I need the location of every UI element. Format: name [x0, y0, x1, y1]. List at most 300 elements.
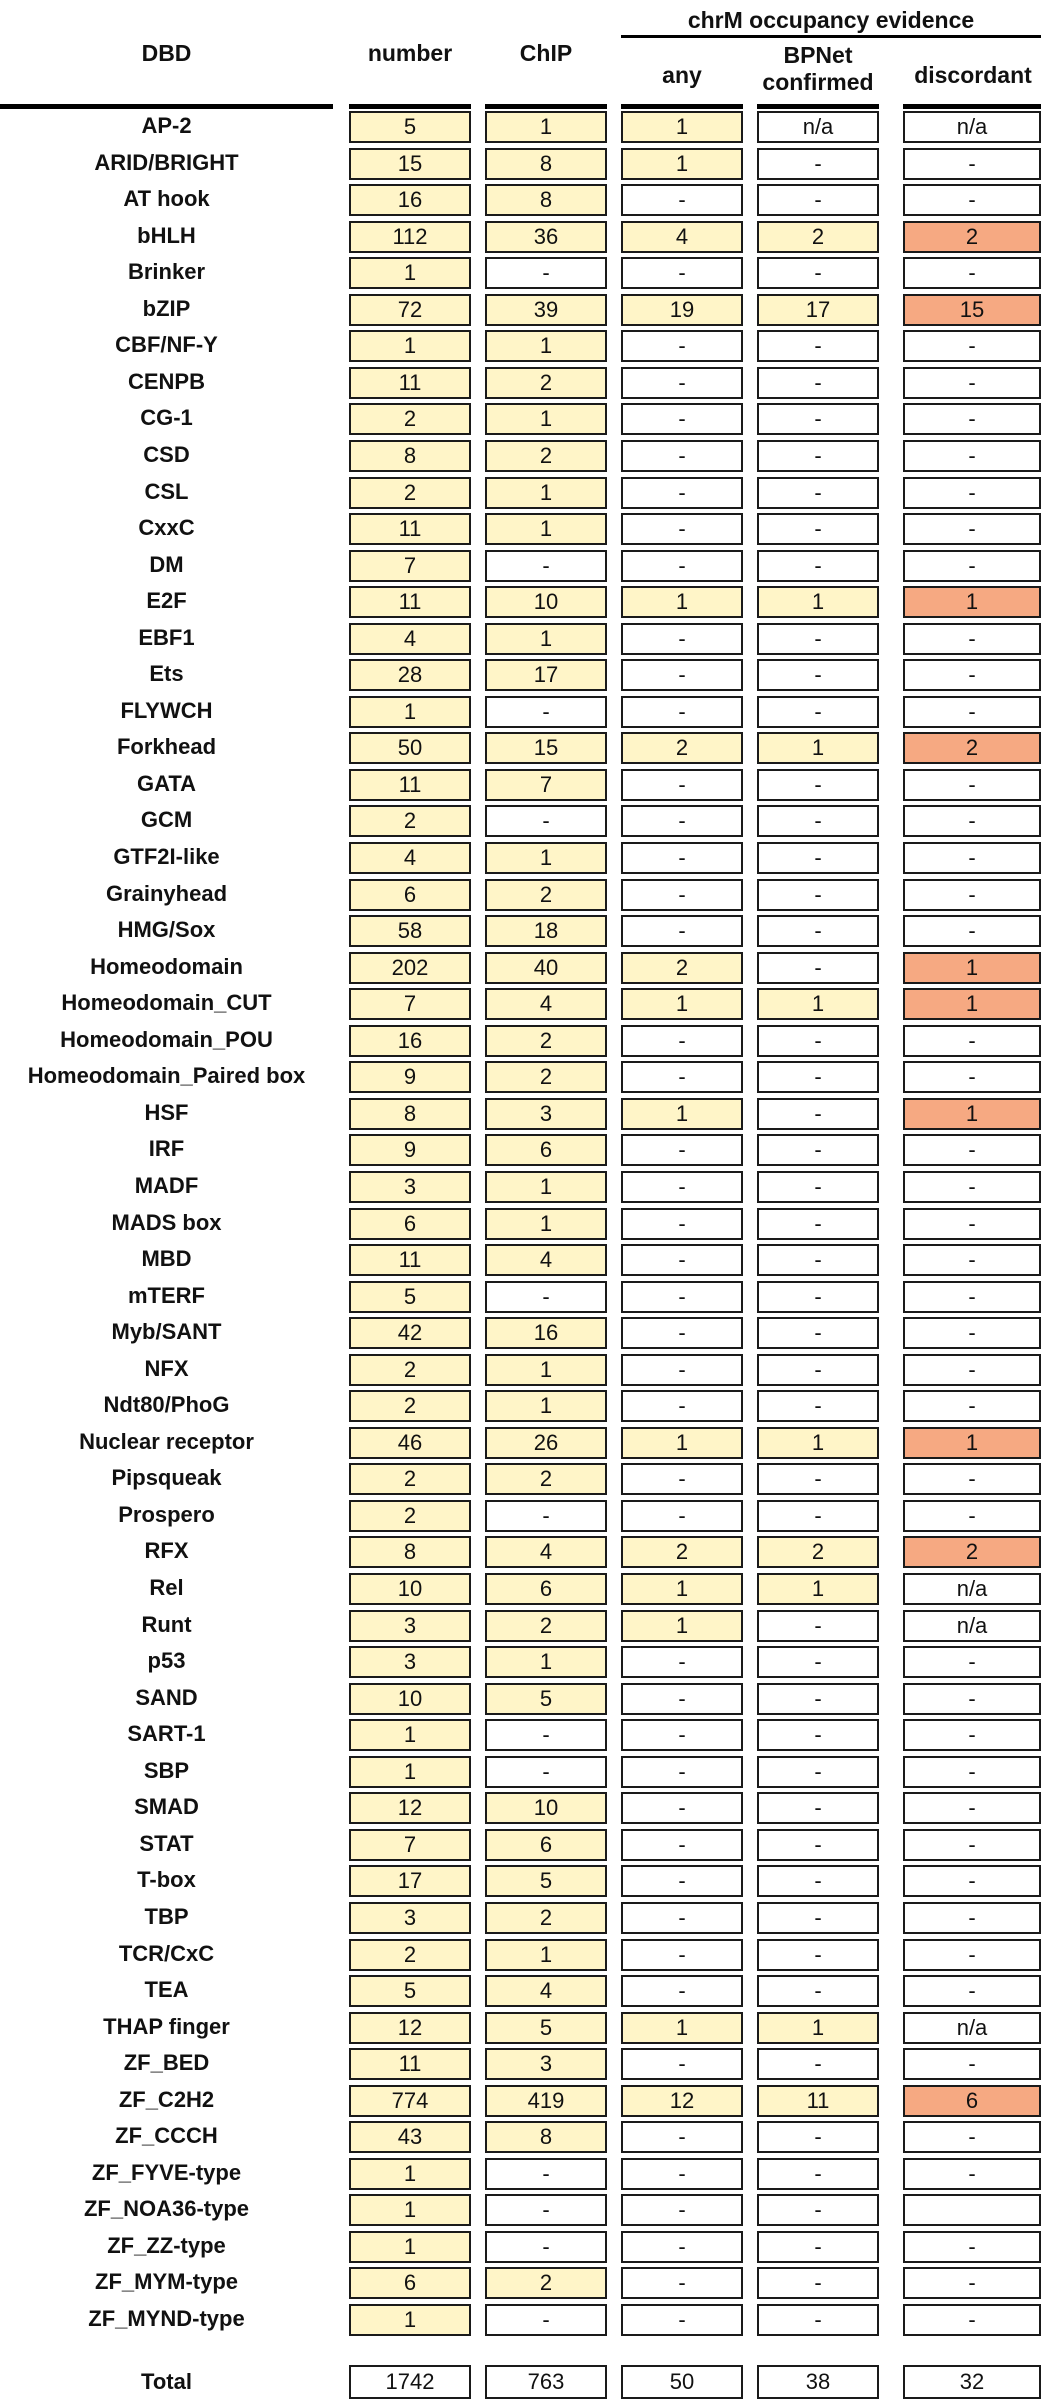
- dbd-label: SBP: [143, 1757, 190, 1783]
- any-cell: -: [621, 1829, 743, 1861]
- chip-cell: 2: [485, 2267, 607, 2299]
- bpnet-cell: -: [757, 2048, 879, 2080]
- any-cell: -: [621, 403, 743, 435]
- chip-cell: 4: [485, 1975, 607, 2007]
- number-cell: 1: [349, 2304, 471, 2336]
- dbd-label: Runt: [141, 1611, 192, 1637]
- chip-cell: 2: [485, 367, 607, 399]
- discordant-cell: -: [903, 1939, 1041, 1971]
- dbd-label: Grainyhead: [105, 880, 228, 906]
- bpnet-cell: -: [757, 184, 879, 216]
- any-cell: 1: [621, 1610, 743, 1642]
- bpnet-cell: -: [757, 1500, 879, 1532]
- number-cell: 8: [349, 440, 471, 472]
- discordant-cell: -: [903, 257, 1041, 289]
- chip-cell: 17: [485, 659, 607, 691]
- chip-cell: 8: [485, 184, 607, 216]
- bpnet-cell: -: [757, 367, 879, 399]
- dbd-label: Forkhead: [116, 734, 217, 760]
- dbd-label: Myb/SANT: [111, 1319, 222, 1345]
- number-cell: 15: [349, 148, 471, 180]
- dbd-label: mTERF: [128, 1282, 205, 1308]
- total-number-cell: 1742: [349, 2365, 471, 2399]
- chip-cell: 6: [485, 1829, 607, 1861]
- chip-cell: -: [485, 1281, 607, 1313]
- discordant-cell: -: [903, 769, 1041, 801]
- number-cell: 50: [349, 732, 471, 764]
- dbd-label: AP-2: [141, 113, 192, 138]
- number-cell: 16: [349, 1025, 471, 1057]
- dbd-label: TEA: [144, 1977, 189, 2003]
- header-rule-discordant: [903, 104, 1041, 109]
- bpnet-cell: -: [757, 1646, 879, 1678]
- dbd-label: GATA: [136, 770, 197, 796]
- dbd-label: DM: [149, 551, 184, 577]
- dbd-label: T-box: [137, 1867, 196, 1893]
- discordant-cell: -: [903, 2231, 1041, 2263]
- number-cell: 4: [349, 623, 471, 655]
- any-cell: 1: [621, 988, 743, 1020]
- number-cell: 58: [349, 915, 471, 947]
- chip-cell: 2: [485, 1610, 607, 1642]
- dbd-label: GTF2I-like: [113, 844, 220, 869]
- any-cell: -: [621, 1354, 743, 1386]
- dbd-label: Prospero: [118, 1501, 215, 1527]
- number-cell: 1: [349, 330, 471, 362]
- bpnet-cell: 11: [757, 2085, 879, 2117]
- bpnet-cell: -: [757, 477, 879, 509]
- any-cell: -: [621, 769, 743, 801]
- discordant-cell: -: [903, 842, 1041, 874]
- number-cell: 9: [349, 1061, 471, 1093]
- dbd-label: MBD: [141, 1246, 192, 1272]
- discordant-cell: -: [903, 1061, 1041, 1093]
- discordant-cell: [903, 2194, 1041, 2226]
- header-rule-group: [621, 35, 1041, 38]
- number-cell: 3: [349, 1171, 471, 1203]
- discordant-cell: 2: [903, 221, 1041, 253]
- chip-cell: 1: [485, 1939, 607, 1971]
- bpnet-cell: 1: [757, 586, 879, 618]
- bpnet-cell: -: [757, 1025, 879, 1057]
- dbd-label: CG-1: [140, 405, 193, 431]
- header-group-chrm-occupancy: chrM occupancy evidence: [687, 7, 975, 33]
- dbd-label: NFX: [144, 1355, 189, 1381]
- any-cell: -: [621, 1939, 743, 1971]
- dbd-label: ZF_ZZ-type: [107, 2232, 226, 2258]
- number-cell: 11: [349, 769, 471, 801]
- chip-cell: 1: [485, 513, 607, 545]
- discordant-cell: -: [903, 550, 1041, 582]
- bpnet-cell: -: [757, 257, 879, 289]
- bpnet-cell: -: [757, 1683, 879, 1715]
- discordant-cell: n/a: [903, 111, 1041, 143]
- chip-cell: 5: [485, 1865, 607, 1897]
- chip-cell: -: [485, 2231, 607, 2263]
- discordant-cell: n/a: [903, 1573, 1041, 1605]
- any-cell: -: [621, 1902, 743, 1934]
- bpnet-cell: -: [757, 805, 879, 837]
- number-cell: 28: [349, 659, 471, 691]
- bpnet-cell: n/a: [757, 111, 879, 143]
- number-cell: 1: [349, 2158, 471, 2190]
- any-cell: 1: [621, 586, 743, 618]
- discordant-cell: -: [903, 2048, 1041, 2080]
- any-cell: -: [621, 2194, 743, 2226]
- dbd-label: Homeodomain_CUT: [61, 990, 272, 1016]
- number-cell: 2: [349, 1354, 471, 1386]
- chip-cell: 16: [485, 1317, 607, 1349]
- chip-cell: 8: [485, 2121, 607, 2153]
- dbd-label: STAT: [139, 1830, 194, 1856]
- number-cell: 42: [349, 1317, 471, 1349]
- header-rule-dbd: [0, 104, 333, 109]
- header-discordant: discordant: [914, 62, 1032, 88]
- discordant-cell: -: [903, 148, 1041, 180]
- any-cell: 19: [621, 294, 743, 326]
- chip-cell: 2: [485, 1061, 607, 1093]
- number-cell: 2: [349, 1939, 471, 1971]
- bpnet-cell: -: [757, 513, 879, 545]
- any-cell: -: [621, 1865, 743, 1897]
- bpnet-cell: -: [757, 1208, 879, 1240]
- bpnet-cell: -: [757, 330, 879, 362]
- discordant-cell: -: [903, 696, 1041, 728]
- chip-cell: 3: [485, 1098, 607, 1130]
- number-cell: 11: [349, 367, 471, 399]
- bpnet-cell: -: [757, 1792, 879, 1824]
- dbd-label: Ndt80/PhoG: [103, 1392, 230, 1418]
- any-cell: -: [621, 1281, 743, 1313]
- number-cell: 2: [349, 477, 471, 509]
- any-cell: -: [621, 879, 743, 911]
- dbd-label: ZF_C2H2: [118, 2086, 215, 2112]
- dbd-label: CENPB: [127, 368, 205, 394]
- bpnet-cell: -: [757, 2121, 879, 2153]
- chip-cell: -: [485, 257, 607, 289]
- dbd-label: Homeodomain_Paired box: [27, 1063, 306, 1089]
- header-bpnet-line1: BPNet: [783, 42, 853, 68]
- any-cell: -: [621, 696, 743, 728]
- total-bpnet-cell: 38: [757, 2365, 879, 2399]
- total-discordant-cell: 32: [903, 2365, 1041, 2399]
- bpnet-cell: -: [757, 1939, 879, 1971]
- number-cell: 12: [349, 1792, 471, 1824]
- bpnet-cell: 1: [757, 1427, 879, 1459]
- any-cell: -: [621, 440, 743, 472]
- discordant-cell: 15: [903, 294, 1041, 326]
- discordant-cell: -: [903, 330, 1041, 362]
- discordant-cell: -: [903, 184, 1041, 216]
- number-cell: 72: [349, 294, 471, 326]
- any-cell: -: [621, 1208, 743, 1240]
- chip-cell: -: [485, 550, 607, 582]
- bpnet-cell: -: [757, 1902, 879, 1934]
- any-cell: -: [621, 1390, 743, 1422]
- number-cell: 16: [349, 184, 471, 216]
- chip-cell: 4: [485, 1244, 607, 1276]
- header-bpnet: [757, 42, 879, 96]
- dbd-label: ZF_MYM-type: [95, 2269, 238, 2295]
- total-chip-cell: 763: [485, 2365, 607, 2399]
- chip-cell: -: [485, 2304, 607, 2336]
- discordant-cell: -: [903, 2158, 1041, 2190]
- dbd-label: TBP: [144, 1903, 189, 1929]
- header-rule-chip: [485, 104, 607, 109]
- discordant-cell: 6: [903, 2085, 1041, 2117]
- any-cell: -: [621, 2121, 743, 2153]
- number-cell: 1: [349, 2231, 471, 2263]
- chip-cell: 4: [485, 988, 607, 1020]
- any-cell: 1: [621, 148, 743, 180]
- discordant-cell: 2: [903, 732, 1041, 764]
- chip-cell: 2: [485, 879, 607, 911]
- dbd-label: ZF_FYVE-type: [91, 2159, 242, 2185]
- dbd-label: bZIP: [142, 295, 191, 321]
- any-cell: 1: [621, 2012, 743, 2044]
- number-cell: 3: [349, 1902, 471, 1934]
- number-cell: 1: [349, 1756, 471, 1788]
- header-number: number: [367, 40, 453, 66]
- discordant-cell: -: [903, 805, 1041, 837]
- chip-cell: 2: [485, 440, 607, 472]
- dbd-label: ZF_MYND-type: [88, 2306, 245, 2331]
- bpnet-cell: -: [757, 1171, 879, 1203]
- discordant-cell: -: [903, 1281, 1041, 1313]
- chip-cell: -: [485, 1756, 607, 1788]
- any-cell: -: [621, 2231, 743, 2263]
- chip-cell: 6: [485, 1134, 607, 1166]
- dbd-label: HMG/Sox: [117, 917, 216, 943]
- any-cell: -: [621, 330, 743, 362]
- bpnet-cell: -: [757, 623, 879, 655]
- chip-cell: 10: [485, 586, 607, 618]
- number-cell: 774: [349, 2085, 471, 2117]
- chip-cell: 1: [485, 477, 607, 509]
- dbd-label: HSF: [144, 1099, 189, 1125]
- discordant-cell: -: [903, 513, 1041, 545]
- bpnet-cell: -: [757, 1098, 879, 1130]
- number-cell: 5: [349, 1281, 471, 1313]
- any-cell: -: [621, 1025, 743, 1057]
- discordant-cell: -: [903, 1865, 1041, 1897]
- header-dbd: DBD: [141, 40, 192, 66]
- discordant-cell: -: [903, 623, 1041, 655]
- discordant-cell: -: [903, 2267, 1041, 2299]
- header-rule-any: [621, 104, 743, 109]
- bpnet-cell: 1: [757, 732, 879, 764]
- bpnet-cell: -: [757, 842, 879, 874]
- chip-cell: -: [485, 2194, 607, 2226]
- number-cell: 12: [349, 2012, 471, 2044]
- any-cell: 12: [621, 2085, 743, 2117]
- number-cell: 2: [349, 1500, 471, 1532]
- bpnet-cell: 1: [757, 988, 879, 1020]
- bpnet-cell: -: [757, 769, 879, 801]
- bpnet-cell: -: [757, 2231, 879, 2263]
- any-cell: -: [621, 184, 743, 216]
- any-cell: -: [621, 257, 743, 289]
- bpnet-cell: 2: [757, 221, 879, 253]
- bpnet-cell: -: [757, 2304, 879, 2336]
- discordant-cell: -: [903, 1719, 1041, 1751]
- dbd-label: TCR/CxC: [118, 1940, 215, 1966]
- dbd-label: GCM: [140, 807, 193, 833]
- discordant-cell: n/a: [903, 2012, 1041, 2044]
- chip-cell: 40: [485, 952, 607, 984]
- any-cell: -: [621, 2048, 743, 2080]
- chip-cell: 1: [485, 1354, 607, 1386]
- number-cell: 8: [349, 1098, 471, 1130]
- dbd-label: SART-1: [127, 1721, 206, 1747]
- discordant-cell: -: [903, 1646, 1041, 1678]
- number-cell: 2: [349, 1463, 471, 1495]
- number-cell: 1: [349, 2194, 471, 2226]
- any-cell: -: [621, 842, 743, 874]
- discordant-cell: -: [903, 1171, 1041, 1203]
- bpnet-cell: -: [757, 952, 879, 984]
- chip-cell: -: [485, 2158, 607, 2190]
- any-cell: -: [621, 367, 743, 399]
- chip-cell: 1: [485, 111, 607, 143]
- chip-cell: -: [485, 696, 607, 728]
- bpnet-cell: -: [757, 915, 879, 947]
- chip-cell: 1: [485, 1390, 607, 1422]
- discordant-cell: -: [903, 1792, 1041, 1824]
- dbd-label: AT hook: [123, 186, 210, 212]
- bpnet-cell: 1: [757, 2012, 879, 2044]
- any-cell: -: [621, 550, 743, 582]
- discordant-cell: -: [903, 1463, 1041, 1495]
- chip-cell: 1: [485, 1646, 607, 1678]
- dbd-label: ARID/BRIGHT: [94, 149, 239, 175]
- chip-cell: 8: [485, 148, 607, 180]
- bpnet-cell: -: [757, 1281, 879, 1313]
- bpnet-cell: 1: [757, 1573, 879, 1605]
- dbd-label: CSL: [144, 478, 189, 504]
- any-cell: 2: [621, 732, 743, 764]
- any-cell: -: [621, 805, 743, 837]
- dbd-label: ZF_CCCH: [115, 2123, 218, 2149]
- any-cell: -: [621, 1244, 743, 1276]
- number-cell: 17: [349, 1865, 471, 1897]
- discordant-cell: 1: [903, 586, 1041, 618]
- dbd-label: CxxC: [138, 515, 195, 541]
- number-cell: 5: [349, 1975, 471, 2007]
- chip-cell: 18: [485, 915, 607, 947]
- number-cell: 11: [349, 586, 471, 618]
- discordant-cell: -: [903, 1134, 1041, 1166]
- discordant-cell: -: [903, 1756, 1041, 1788]
- dbd-label: ZF_BED: [123, 2050, 210, 2076]
- discordant-cell: n/a: [903, 1610, 1041, 1642]
- any-cell: -: [621, 623, 743, 655]
- chip-cell: 7: [485, 769, 607, 801]
- discordant-cell: -: [903, 2304, 1041, 2336]
- any-cell: -: [621, 1463, 743, 1495]
- discordant-cell: -: [903, 879, 1041, 911]
- number-cell: 2: [349, 805, 471, 837]
- dbd-label: THAP finger: [103, 2013, 230, 2039]
- number-cell: 43: [349, 2121, 471, 2153]
- total-label: Total: [141, 2369, 192, 2394]
- any-cell: -: [621, 2304, 743, 2336]
- dbd-label: MADF: [134, 1172, 199, 1198]
- dbd-label: SMAD: [134, 1794, 199, 1820]
- any-cell: 2: [621, 952, 743, 984]
- bpnet-cell: -: [757, 148, 879, 180]
- discordant-cell: -: [903, 915, 1041, 947]
- discordant-cell: -: [903, 1317, 1041, 1349]
- bpnet-cell: -: [757, 1829, 879, 1861]
- number-cell: 3: [349, 1646, 471, 1678]
- bpnet-cell: -: [757, 2267, 879, 2299]
- chip-cell: 1: [485, 623, 607, 655]
- any-cell: -: [621, 2267, 743, 2299]
- bpnet-cell: -: [757, 403, 879, 435]
- number-cell: 6: [349, 2267, 471, 2299]
- chip-cell: 4: [485, 1536, 607, 1568]
- any-cell: -: [621, 1171, 743, 1203]
- header-any: any: [662, 62, 702, 88]
- discordant-cell: -: [903, 1829, 1041, 1861]
- any-cell: -: [621, 1975, 743, 2007]
- bpnet-cell: -: [757, 1463, 879, 1495]
- chip-cell: -: [485, 1500, 607, 1532]
- number-cell: 10: [349, 1683, 471, 1715]
- any-cell: -: [621, 1500, 743, 1532]
- header-chip: ChIP: [519, 40, 573, 66]
- chip-cell: 6: [485, 1573, 607, 1605]
- number-cell: 46: [349, 1427, 471, 1459]
- bpnet-cell: -: [757, 440, 879, 472]
- dbd-label: SAND: [135, 1684, 198, 1710]
- bpnet-cell: -: [757, 1244, 879, 1276]
- bpnet-cell: -: [757, 1756, 879, 1788]
- chip-cell: 10: [485, 1792, 607, 1824]
- number-cell: 112: [349, 221, 471, 253]
- bpnet-cell: -: [757, 1390, 879, 1422]
- dbd-label: Pipsqueak: [111, 1465, 222, 1491]
- chip-cell: 1: [485, 1208, 607, 1240]
- discordant-cell: 1: [903, 988, 1041, 1020]
- any-cell: -: [621, 1061, 743, 1093]
- any-cell: -: [621, 513, 743, 545]
- number-cell: 10: [349, 1573, 471, 1605]
- bpnet-cell: -: [757, 1134, 879, 1166]
- discordant-cell: -: [903, 659, 1041, 691]
- bpnet-cell: -: [757, 1061, 879, 1093]
- number-cell: 11: [349, 513, 471, 545]
- dbd-label: RFX: [144, 1538, 189, 1564]
- discordant-cell: -: [903, 367, 1041, 399]
- discordant-cell: -: [903, 1208, 1041, 1240]
- any-cell: -: [621, 477, 743, 509]
- number-cell: 7: [349, 550, 471, 582]
- bpnet-cell: -: [757, 1317, 879, 1349]
- number-cell: 5: [349, 111, 471, 143]
- discordant-cell: -: [903, 1975, 1041, 2007]
- number-cell: 2: [349, 403, 471, 435]
- chip-cell: 39: [485, 294, 607, 326]
- number-cell: 11: [349, 1244, 471, 1276]
- header-bpnet-line2: confirmed: [762, 69, 874, 95]
- any-cell: 1: [621, 1573, 743, 1605]
- number-cell: 11: [349, 2048, 471, 2080]
- any-cell: -: [621, 1134, 743, 1166]
- chip-cell: 3: [485, 2048, 607, 2080]
- discordant-cell: 1: [903, 1098, 1041, 1130]
